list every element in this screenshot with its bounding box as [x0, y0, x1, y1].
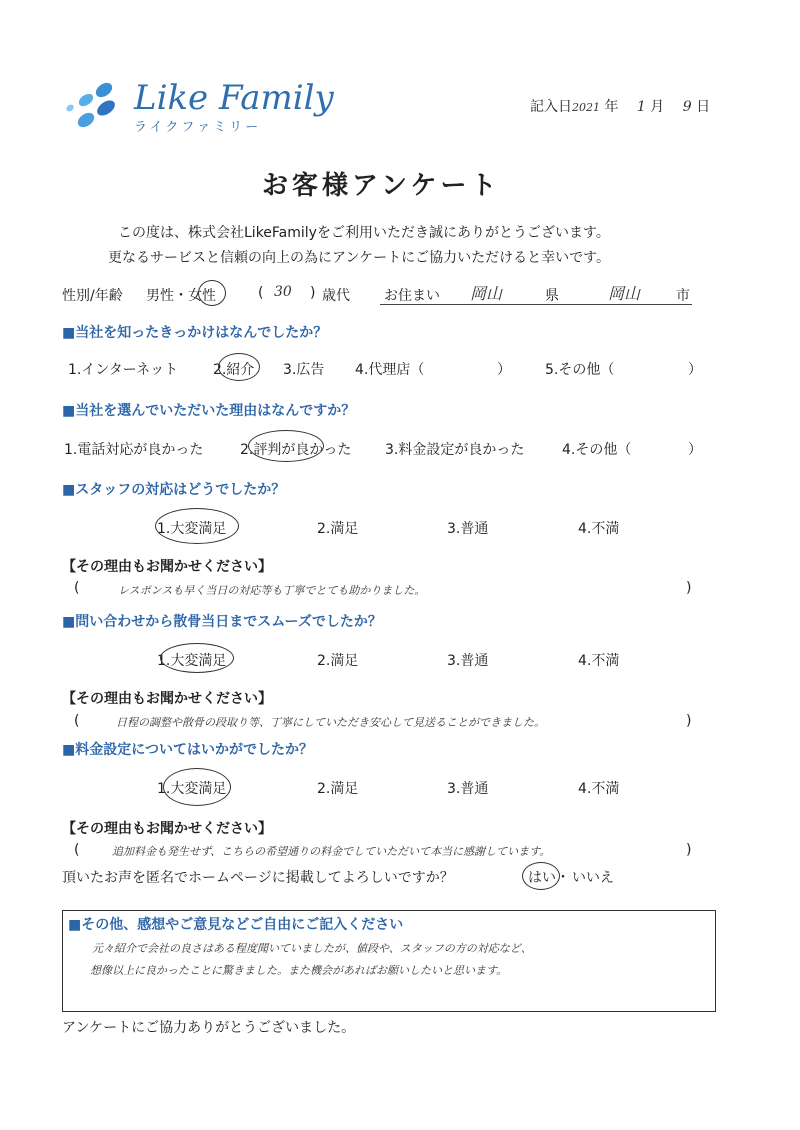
q3-option-satisfied[interactable]: 2.満足	[317, 521, 359, 537]
q2-option-reputation[interactable]: 2.評判が良かった	[240, 442, 352, 458]
logo	[62, 78, 332, 138]
page-title: お客様アンケート	[262, 171, 501, 201]
date-month: 1	[636, 99, 646, 115]
q4-heading: ■問い合わせから散骨当日までスムーズでしたか？	[62, 614, 382, 630]
q3-reason-open: (	[74, 580, 80, 596]
q1-heading: ■当社を知ったきっかけはなんでしたか？	[62, 325, 328, 341]
logo-subtitle: ライクファミリー	[134, 120, 262, 135]
q3-reason-label: 【その理由もお聞かせください】	[62, 559, 272, 575]
q1-other-close: ）	[688, 362, 702, 378]
q5-reason-open: (	[74, 842, 80, 858]
intro-line-2: 更なるサービスと信頼の向上の為にアンケートにご協力いただけると幸いです。	[108, 250, 611, 266]
city-unit: 市	[676, 288, 690, 304]
q3-option-very-satisfied[interactable]: 1.大変満足	[157, 521, 227, 537]
city-value[interactable]: 岡山	[608, 284, 641, 303]
q1-option-internet[interactable]: 1.インターネット	[68, 362, 179, 378]
age-unit: 歳代	[322, 288, 350, 304]
q4-option-dissatisfied[interactable]: 4.不満	[578, 653, 620, 669]
q5-reason-close: )	[686, 842, 692, 858]
q5-option-neutral[interactable]: 3.普通	[447, 781, 489, 797]
q1-option-ad[interactable]: 3.広告	[283, 362, 325, 378]
consent-yes[interactable]: はい	[528, 870, 556, 886]
gender-options[interactable]: 男性・女性	[146, 288, 216, 304]
prefecture-value[interactable]: 岡山	[470, 284, 503, 303]
q4-option-very-satisfied[interactable]: 1.大変満足	[157, 653, 227, 669]
freeform-heading: ■その他、感想やご意見などご自由にご記入ください	[68, 917, 404, 933]
q4-selection-mark	[160, 643, 234, 673]
q1-option-agency[interactable]: 4.代理店（	[355, 362, 425, 378]
q1-option-referral[interactable]: 2.紹介	[213, 362, 255, 378]
q5-reason-text[interactable]: 追加料金も発生せず、こちらの希望通りの料金でしていただいて本当に感謝しています。	[112, 845, 551, 858]
day-unit: 日	[696, 99, 711, 115]
month-unit: 月	[650, 99, 665, 115]
q1-option-other[interactable]: 5.その他（	[545, 362, 615, 378]
q5-reason-label: 【その理由もお聞かせください】	[62, 821, 272, 837]
age-paren-close: )	[310, 285, 316, 301]
q2-option-other[interactable]: 4.その他（	[562, 442, 632, 458]
q2-other-close: ）	[688, 442, 702, 458]
q2-option-price[interactable]: 3.料金設定が良かった	[385, 442, 525, 458]
q1-agency-close: ）	[497, 362, 511, 378]
freeform-line-2: 想像以上に良かったことに驚きました。また機会があればお願いしたいと思います。	[90, 964, 508, 977]
q5-selection-mark	[163, 768, 231, 806]
footer-thanks: アンケートにご協力ありがとうございました。	[62, 1020, 356, 1036]
q4-reason-close: )	[686, 713, 692, 729]
age-value[interactable]: 30	[274, 284, 292, 300]
q2-selection-mark	[248, 430, 324, 462]
year-unit: 年	[604, 99, 619, 115]
q4-reason-label: 【その理由もお聞かせください】	[62, 691, 272, 707]
prefecture-unit: 県	[545, 288, 559, 304]
q4-option-neutral[interactable]: 3.普通	[447, 653, 489, 669]
date-label: 記入日	[530, 99, 572, 115]
address-underline	[380, 304, 692, 305]
q3-option-neutral[interactable]: 3.普通	[447, 521, 489, 537]
intro-line-1: この度は、株式会社LikeFamilyをご利用いただき誠にありがとうございます。	[118, 225, 610, 241]
date-year: 2021	[572, 101, 600, 114]
q5-option-satisfied[interactable]: 2.満足	[317, 781, 359, 797]
q2-option-phone[interactable]: 1.電話対応が良かった	[64, 442, 204, 458]
consent-question: 頂いたお声を匿名でホームページに掲載してよろしいですか？	[62, 870, 454, 886]
address-label: お住まい	[384, 288, 440, 304]
q5-option-very-satisfied[interactable]: 1.大変満足	[157, 781, 227, 797]
q3-heading: ■スタッフの対応はどうでしたか？	[62, 482, 286, 498]
leaf-logo-icon	[62, 78, 132, 138]
consent-separator: ・	[556, 870, 570, 886]
entry-date	[530, 96, 710, 116]
q3-selection-mark	[155, 508, 239, 544]
q5-option-dissatisfied[interactable]: 4.不満	[578, 781, 620, 797]
q2-heading: ■当社を選んでいただいた理由はなんですか？	[62, 403, 356, 419]
freeform-line-1: 元々紹介で会社の良さはある程度聞いていましたが、値段や、スタッフの方の対応など、	[92, 942, 532, 955]
q3-reason-text[interactable]: レスポンスも早く当日の対応等も丁寧でとても助かりました。	[118, 584, 426, 597]
gender-selection-mark	[198, 280, 226, 306]
age-paren-open: (	[258, 285, 264, 301]
q4-reason-open: (	[74, 713, 80, 729]
date-day: 9	[682, 99, 692, 115]
q4-option-satisfied[interactable]: 2.満足	[317, 653, 359, 669]
logo-name: Like Family	[134, 78, 334, 118]
consent-no[interactable]: いいえ	[572, 870, 614, 886]
q3-reason-close: )	[686, 580, 692, 596]
q1-selection-mark	[218, 353, 260, 381]
q4-reason-text[interactable]: 日程の調整や散骨の段取り等、丁寧にしていただき安心して見送ることができました。	[116, 716, 545, 729]
q5-heading: ■料金設定についてはいかがでしたか？	[62, 742, 313, 758]
consent-selection-mark	[522, 862, 560, 890]
gender-age-label: 性別/年齢	[62, 288, 123, 304]
q3-option-dissatisfied[interactable]: 4.不満	[578, 521, 620, 537]
